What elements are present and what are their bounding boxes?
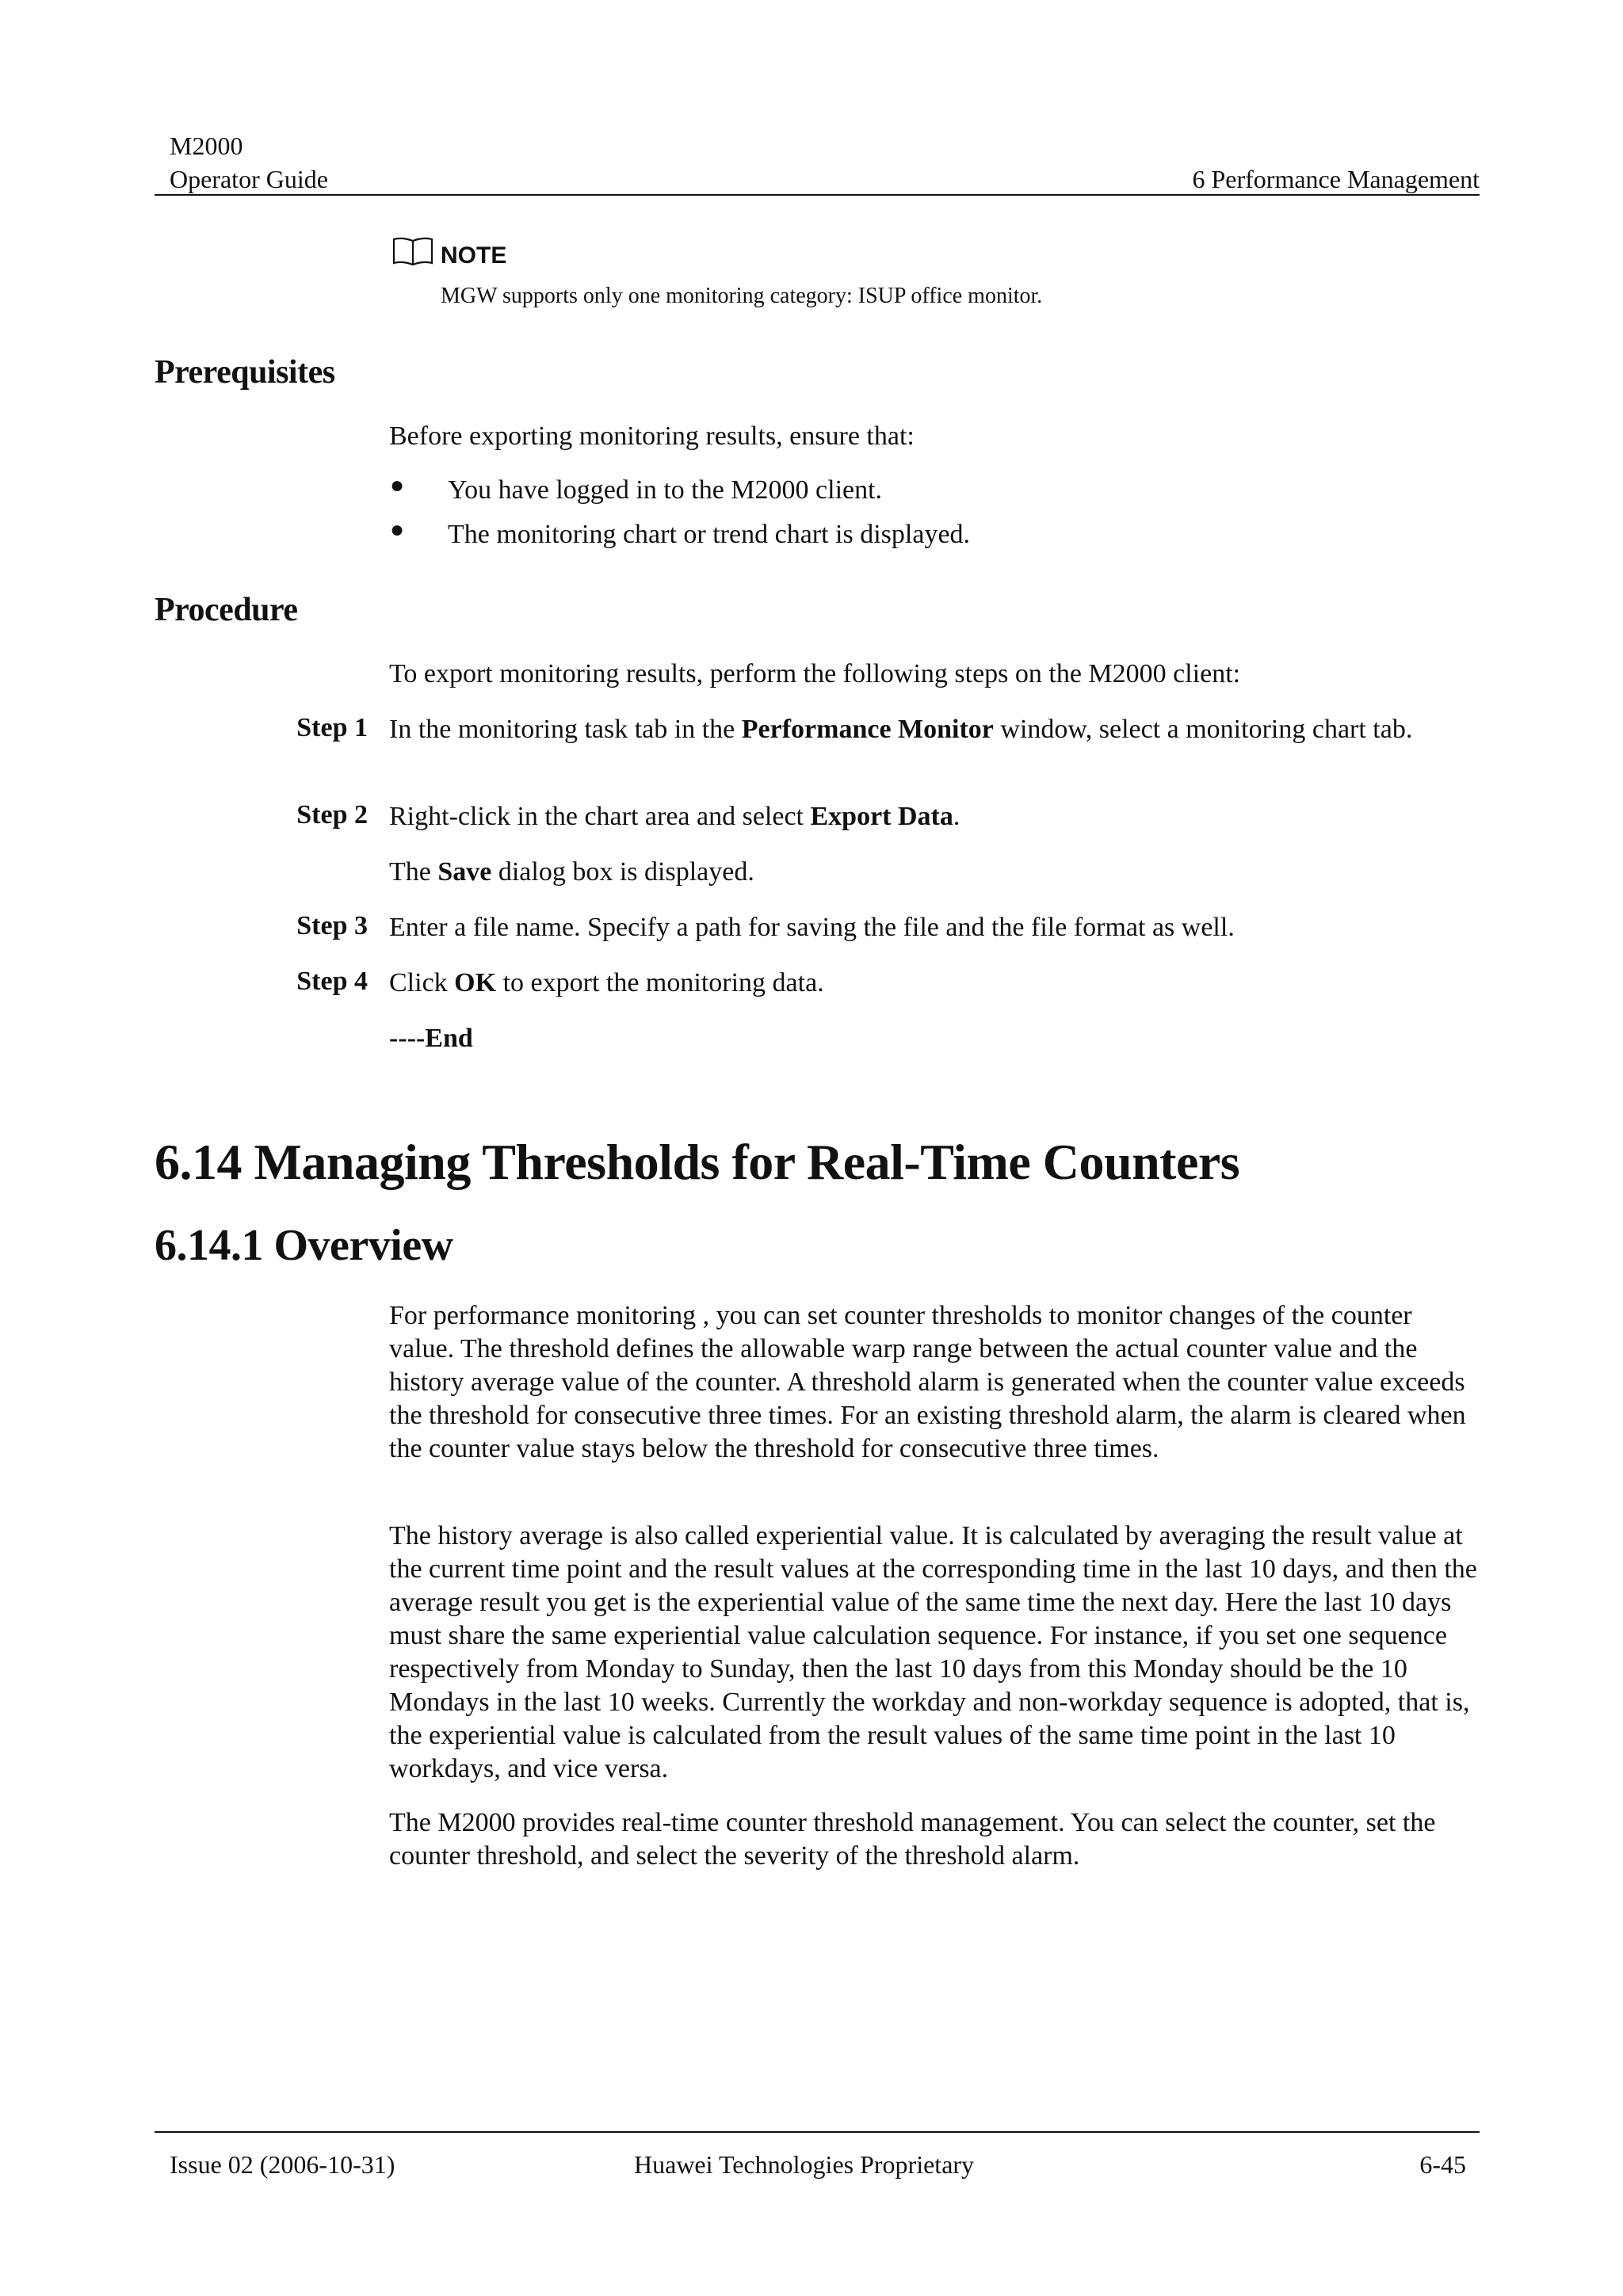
note-label: NOTE <box>441 242 507 269</box>
bullet-dot: ● <box>390 517 405 543</box>
footer-company: Huawei Technologies Proprietary <box>634 2150 975 2179</box>
header-chapter: 6 Performance Management <box>1192 165 1480 193</box>
footer-rule <box>155 2131 1480 2133</box>
book-icon <box>391 236 434 268</box>
subsection-title: 6.14.1 Overview <box>155 1221 453 1270</box>
procedure-heading: Procedure <box>155 592 298 628</box>
note-text: MGW supports only one monitoring category: ISUP office monitor. <box>441 284 1043 308</box>
overview-paragraph: The history average is also called experiential value. It is calculated by averaging the result value at the current time point and the result values at the corresponding time in the last 10 days, and then the average result you get is the experiential value of the same time the next day. Here the last 10 days must share the same experiential value calculation sequence. For instance, if you set one sequence respectively from Monday to Sunday, then the last 10 days from this Monday should be the 10 Mondays in the last 10 weeks. Currently the workday and non-workday sequence is adopted, that is, the experiential value is calculated from the result values of the same time point in the last 10 workdays, and vice versa. <box>389 1521 1477 1783</box>
step-label: Step 3 <box>296 911 368 940</box>
procedure-intro: To export monitoring results, perform the following steps on the M2000 client: <box>389 659 1241 688</box>
footer-page-number: 6-45 <box>1419 2150 1466 2179</box>
step-text: Right-click in the chart area and select Export Data. <box>389 802 960 831</box>
step-label: Step 2 <box>296 800 368 830</box>
step-label: Step 4 <box>296 967 368 996</box>
overview-paragraph: For performance monitoring , you can set counter thresholds to monitor changes of the counter value. The threshold defines the allowable warp range between the actual counter value and the history average value of the counter. A threshold alarm is generated when the counter value exceeds the threshold for consecutive three times. For an existing threshold alarm, the alarm is cleared when the counter value stays below the threshold for consecutive three times. <box>389 1301 1466 1463</box>
bullet-dot: ● <box>390 472 405 498</box>
prerequisite-item: You have logged in to the M2000 client. <box>448 475 883 505</box>
ui-label-ok: OK <box>454 968 497 997</box>
header-doc-title: Operator Guide <box>170 165 328 193</box>
prerequisite-item: The monitoring chart or trend chart is displayed. <box>448 520 971 549</box>
step-text: In the monitoring task tab in the Performance Monitor window, select a monitoring chart tab. <box>389 715 1413 744</box>
step-text: Click OK to export the monitoring data. <box>389 968 824 997</box>
footer-issue: Issue 02 (2006-10-31) <box>170 2150 395 2179</box>
step-label: Step 1 <box>296 713 368 742</box>
ui-label-export-data: Export Data <box>810 802 953 831</box>
ui-label-save: Save <box>437 857 492 887</box>
prerequisites-intro: Before exporting monitoring results, ensure that: <box>389 421 915 451</box>
header-product: M2000 <box>170 132 243 160</box>
overview-paragraph: The M2000 provides real-time counter threshold management. You can select the counter, set the counter threshold, and select the severity of the threshold alarm. <box>389 1808 1436 1871</box>
end-marker: ----End <box>389 1024 473 1053</box>
ui-label-performance-monitor: Performance Monitor <box>741 715 994 744</box>
step-result: The Save dialog box is displayed. <box>389 857 754 887</box>
prerequisites-heading: Prerequisites <box>155 354 335 391</box>
section-title: 6.14 Managing Thresholds for Real-Time Counters <box>155 1134 1240 1190</box>
header-rule <box>155 194 1480 196</box>
step-text: Enter a file name. Specify a path for saving the file and the file format as well. <box>389 913 1235 942</box>
